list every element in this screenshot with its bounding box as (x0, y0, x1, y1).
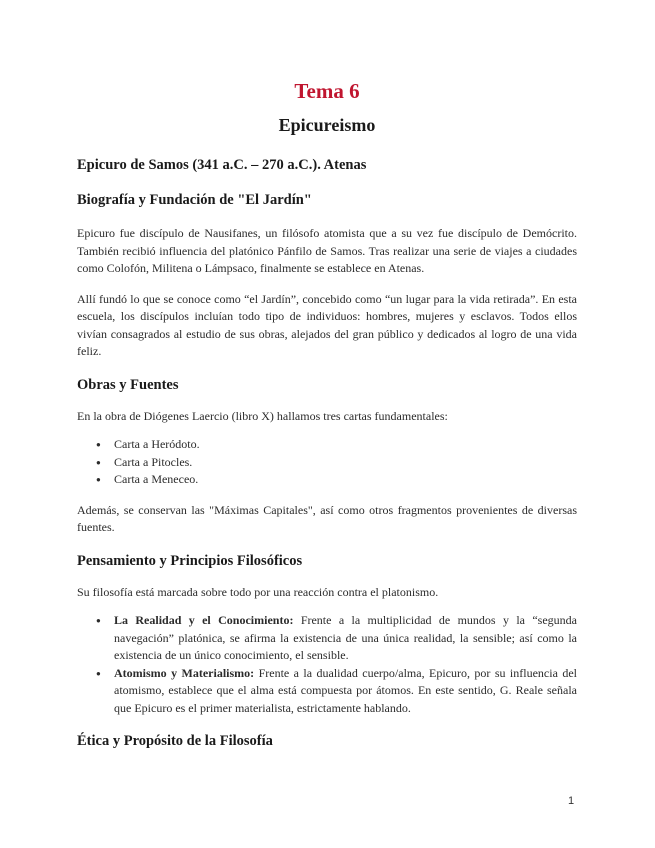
thought-heading: Pensamiento y Principios Filosóficos (77, 552, 303, 569)
principle-text: Frente a la dualidad cuerpo/alma, Epicuro, por su influencia del atomismo, establece que el alma está compuesta por átomos. En este sentido, G. Reale señala que Epicuro es el primer materialista, estrictamente hablando. (114, 665, 577, 715)
principle-lead: La Realidad y el Conocimiento: (114, 613, 294, 627)
works-heading: Obras y Fuentes (77, 376, 179, 393)
biography-heading: Biografía y Fundación de "El Jardín" (77, 192, 312, 208)
list-item: ● Carta a Pitocles. (114, 454, 577, 472)
ethics-heading: Ética y Propósito de la Filosofía (77, 733, 273, 749)
document-title: Tema 6 (294, 79, 360, 103)
author-heading: Epicuro de Samos (341 a.C. – 270 a.C.). Atenas (77, 157, 367, 173)
thought-intro: Su filosofía está marcada sobre todo por una reacción contra el platonismo. (77, 584, 439, 599)
works-intro: En la obra de Diógenes Laercio (libro X) hallamos tres cartas fundamentales: (77, 408, 448, 423)
document-content (77, 78, 577, 750)
biography-paragraph-1: Epicuro fue discípulo de Nausifanes, un filósofo atomista que a su vez fue discípulo de Demócrito. También recibió influencia del platónico Pánfilo de Samos. Tras realizar una serie de viajes a ciudades como Colofón, Militena o Lámpsaco, finalmente se establece en Atenas. (77, 226, 577, 275)
list-item (114, 665, 577, 718)
list-item: ● Carta a Meneceo. (114, 471, 577, 489)
biography-paragraph-2: Allí fundó lo que se conoce como “el Jardín”, concebido como “un lugar para la vida retirada”. En esta escuela, los discípulos incluían todo tipo de individuos: hombres, mujeres y esclavos. Todos ellos vivían consagrados al estudio de sus obras, alejados del gran público y dedicados al logro de una vida feliz. (77, 291, 577, 358)
list-item (114, 612, 577, 665)
principles-list (77, 612, 577, 717)
principle-lead: Atomismo y Materialismo: (114, 665, 255, 680)
page-number: 1 (568, 795, 575, 807)
list-item: ● Carta a Heródoto. (114, 436, 577, 454)
letters-list (77, 436, 577, 489)
document-subtitle: Epicureismo (278, 115, 376, 135)
principle-text: Frente a la multiplicidad de mundos y la “segunda navegación” platónica, se afirma la existencia de una única realidad, la sensible; así como la existencia de un único conocimiento, el sensible. (114, 613, 577, 662)
works-closing: Además, se conservan las "Máximas Capitales", así como otros fragmentos provenientes de diversas fuentes. (77, 502, 577, 534)
